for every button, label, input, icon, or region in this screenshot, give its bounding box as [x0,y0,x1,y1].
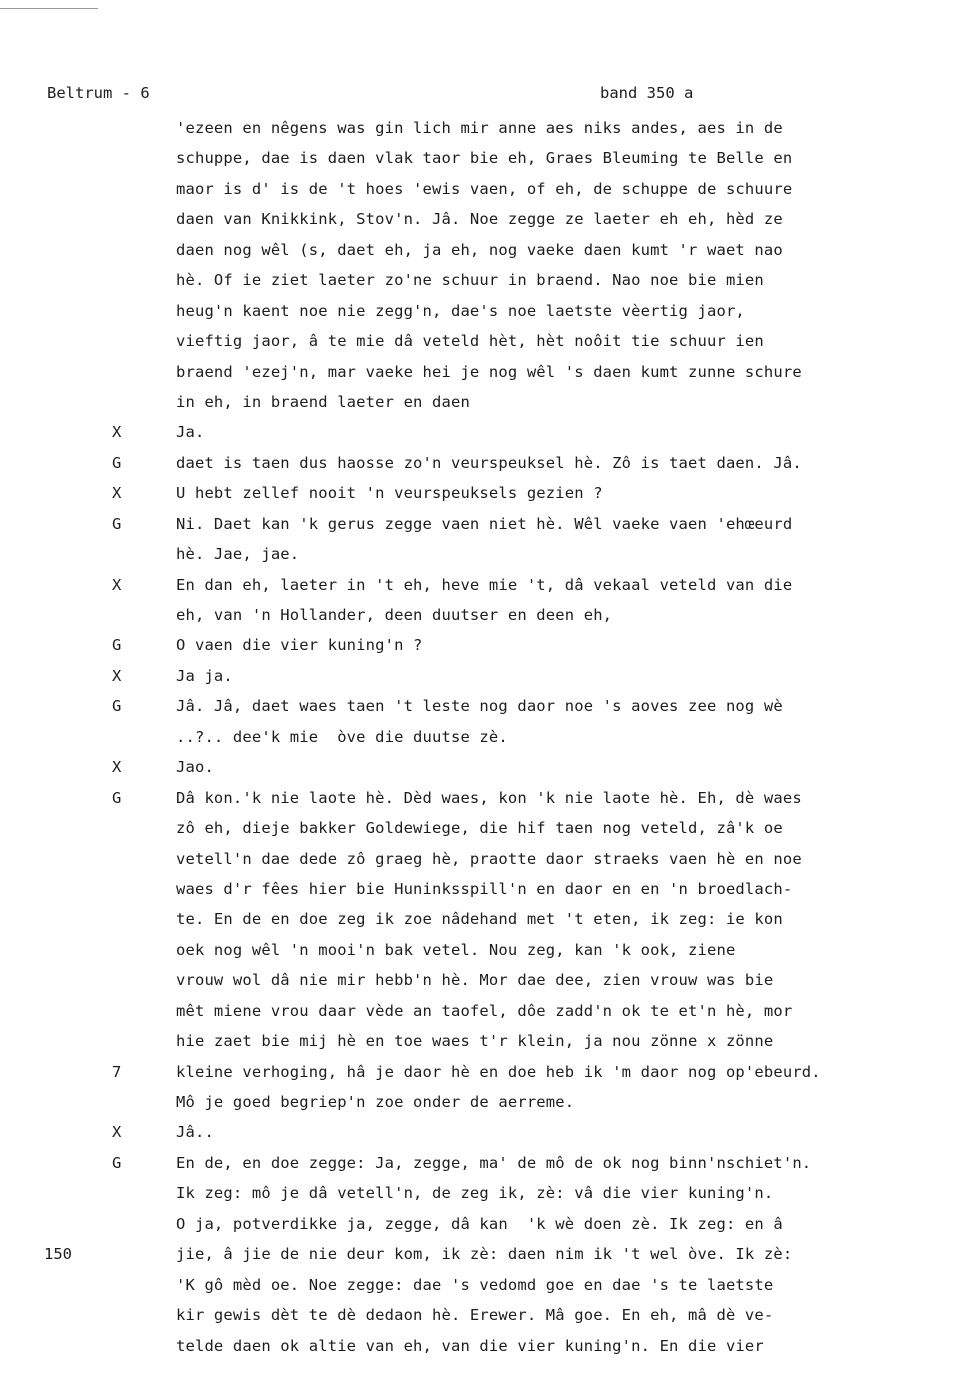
transcript-line [0,723,973,753]
transcript-line [0,266,973,296]
speaker-label: G [112,636,122,655]
transcript-body [0,114,973,1362]
line-text: kleine verhoging, hâ je daor hè en doe heb ik 'm daor nog op'ebeurd. [176,1062,821,1081]
transcript-line [0,1118,973,1148]
line-text: vetell'n dae dede zô graeg hè, praotte daor straeks vaen hè en noe [176,849,802,868]
transcript-line [0,571,973,601]
speaker-label: X [112,575,122,594]
line-text: vrouw wol dâ nie mir hebb'n hè. Mor dae dee, zien vrouw was bie [176,971,774,990]
line-text: O ja, potverdikke ja, zegge, dâ kan 'k wè doen zè. Ik zeg: en â [176,1214,783,1233]
line-text: Jâ.. [176,1123,214,1142]
line-text: hè. Of ie ziet laeter zo'ne schuur in braend. Nao noe bie mien [176,271,764,290]
speaker-label: 150 [44,1245,72,1264]
line-text: 'K gô mèd oe. Noe zegge: dae 's vedomd goe en dae 's te laetste [176,1275,774,1294]
line-text: ..?.. dee'k mie òve die duutse zè. [176,727,508,746]
transcript-line [0,753,973,783]
transcript-line [0,297,973,327]
line-text: Dâ kon.'k nie laote hè. Dèd waes, kon 'k nie laote hè. Eh, dè waes [176,788,802,807]
transcript-line [0,175,973,205]
line-text: daen van Knikkink, Stov'n. Jâ. Noe zegge ze laeter eh eh, hèd ze [176,210,783,229]
line-text: 'ezeen en nêgens was gin lich mir anne aes niks andes, aes in de [176,119,783,137]
line-text: Jao. [176,758,214,777]
speaker-label: 7 [112,1062,122,1081]
transcript-line [0,1210,973,1240]
transcript-line [0,1058,973,1088]
line-text: Jâ. Jâ, daet waes taen 't leste nog daor noe 's aoves zee nog wè [176,697,783,716]
speaker-label: G [112,453,122,472]
line-text: waes d'r fêes hier bie Huninksspill'n en daor en en 'n broedlach- [176,879,793,898]
speaker-label: G [112,788,122,807]
speaker-label: X [112,758,122,777]
page-header-left: Beltrum - 6 [47,84,150,102]
transcript-line [0,784,973,814]
page-header-right: band 350 a [600,84,694,102]
transcript-line [0,1088,973,1118]
transcript-line [0,1332,973,1362]
transcript-line [0,114,973,144]
transcript-line [0,205,973,235]
top-rule [0,8,98,9]
line-text: schuppe, dae is daen vlak taor bie eh, Graes Bleuming te Belle en [176,149,793,168]
transcript-line [0,388,973,418]
line-text: daen nog wêl (s, daet eh, ja eh, nog vaeke daen kumt 'r waet nao [176,240,783,259]
line-text: Ni. Daet kan 'k gerus zegge vaen niet hè. Wêl vaeke vaen 'ehœeurd [176,514,793,533]
transcript-line [0,449,973,479]
line-text: hè. Jae, jae. [176,545,300,564]
line-text: O vaen die vier kuning'n ? [176,636,423,655]
transcript-line [0,997,973,1027]
transcript-line [0,510,973,540]
line-text: vieftig jaor, â te mie dâ veteld hèt, hèt noôit tie schuur ien [176,332,764,351]
transcript-line [0,601,973,631]
transcript-line [0,1271,973,1301]
line-text: Mô je goed begriep'n zoe onder de aerreme. [176,1093,575,1111]
transcript-line [0,814,973,844]
transcript-line [0,845,973,875]
line-text: En dan eh, laeter in 't eh, heve mie 't, dâ vekaal veteld van die [176,575,793,594]
transcript-line [0,1027,973,1057]
line-text: in eh, in braend laeter en daen [176,392,470,411]
transcript-line [0,692,973,722]
line-text: U hebt zellef nooit 'n veurspeuksels gezien ? [176,484,603,503]
line-text: heug'n kaent noe nie zegg'n, dae's noe laetste vèertig jaor, [176,301,745,320]
line-text: eh, van 'n Hollander, deen duutser en deen eh, [176,606,613,624]
line-text: mêt miene vrou daar vède an taofel, dôe zadd'n ok te et'n hè, mor [176,1001,793,1020]
speaker-label: G [112,1153,122,1172]
transcript-line [0,966,973,996]
transcript-line [0,1179,973,1209]
speaker-label: G [112,697,122,716]
transcript-line [0,875,973,905]
transcript-line [0,631,973,661]
transcript-line [0,1240,973,1270]
line-text: maor is d' is de 't hoes 'ewis vaen, of eh, de schuppe de schuure [176,179,793,198]
transcript-line [0,236,973,266]
speaker-label: G [112,514,122,533]
line-text: kir gewis dèt te dè dedaon hè. Erewer. Mâ goe. En eh, mâ dè ve- [176,1306,774,1325]
speaker-label: X [112,1123,122,1142]
speaker-label: X [112,423,122,442]
transcript-line [0,479,973,509]
transcript-line [0,144,973,174]
speaker-label: X [112,484,122,503]
transcript-line [0,1301,973,1331]
line-text: jie, â jie de nie deur kom, ik zè: daen nim ik 't wel òve. Ik zè: [176,1245,793,1264]
transcript-line [0,327,973,357]
line-text: daet is taen dus haosse zo'n veurspeuksel hè. Zô is taet daen. Jâ. [176,453,802,472]
line-text: Ja. [176,423,205,442]
transcript-line [0,936,973,966]
line-text: oek nog wêl 'n mooi'n bak vetel. Nou zeg, kan 'k ook, ziene [176,940,736,959]
transcript-line [0,1149,973,1179]
line-text: hie zaet bie mij hè en toe waes t'r klein, ja nou zönne x zönne [176,1032,774,1051]
line-text: Ik zeg: mô je dâ vetell'n, de zeg ik, zè: vâ die vier kuning'n. [176,1184,774,1203]
line-text: braend 'ezej'n, mar vaeke hei je nog wêl 's daen kumt zunne schure [176,362,802,381]
transcript-line [0,662,973,692]
line-text: Ja ja. [176,666,233,685]
line-text: te. En de en doe zeg ik zoe nâdehand met 't eten, ik zeg: ie kon [176,910,783,929]
transcript-line [0,418,973,448]
line-text: telde daen ok altie van eh, van die vier kuning'n. En die vier [176,1336,764,1355]
line-text: zô eh, dieje bakker Goldewiege, die hif taen nog veteld, zâ'k oe [176,819,783,838]
transcript-line [0,905,973,935]
speaker-label: X [112,666,122,685]
transcript-line [0,540,973,570]
transcript-line [0,358,973,388]
line-text: En de, en doe zegge: Ja, zegge, ma' de mô de ok nog binn'nschiet'n. [176,1153,812,1172]
